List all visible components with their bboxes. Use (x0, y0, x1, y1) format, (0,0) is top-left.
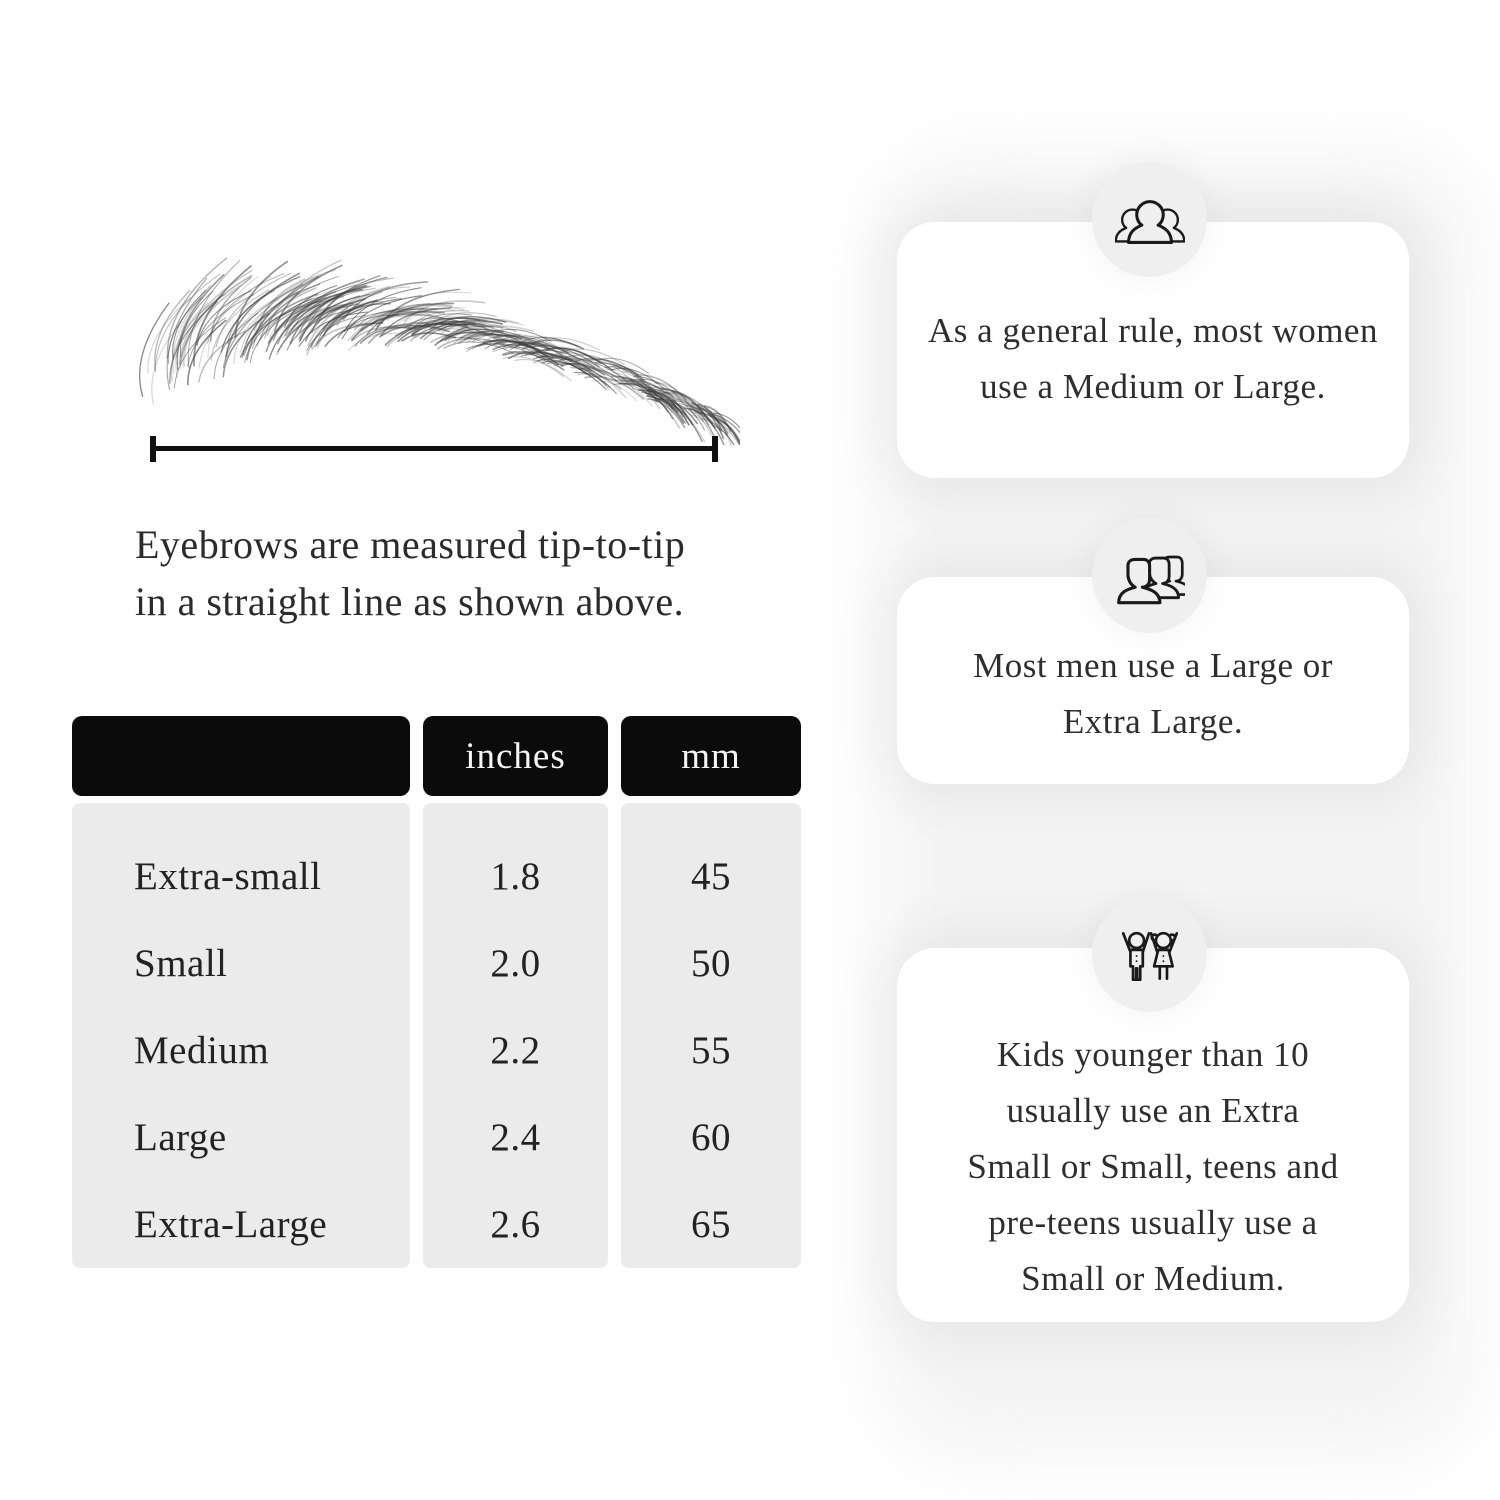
measurement-line (150, 436, 718, 462)
table-cell-mm: 55 (691, 1029, 731, 1072)
table-cell-mm: 50 (691, 942, 731, 985)
size-table-header-mm: mm (621, 716, 801, 796)
table-cell-inches: 2.4 (490, 1116, 541, 1159)
card-text-line: pre-teens usually use a (988, 1203, 1318, 1242)
table-row-label: Medium (134, 1029, 270, 1072)
kids-icon (1115, 923, 1185, 987)
card-text-line: usually use an Extra (1006, 1091, 1300, 1130)
measurement-caption (135, 516, 685, 630)
table-cell-inches: 2.6 (490, 1203, 541, 1246)
table-cell-inches: 1.8 (490, 855, 541, 898)
size-table-inches-column (423, 803, 608, 1268)
table-row-label: Large (134, 1116, 227, 1159)
measurement-bar (152, 446, 716, 451)
men-icon-circle (1092, 518, 1207, 633)
kids-icon-circle (1092, 897, 1207, 1012)
card-text-line: Kids younger than 10 (996, 1035, 1310, 1074)
table-row-label: Small (134, 942, 228, 985)
size-table (72, 716, 801, 1268)
table-cell-mm: 65 (691, 1203, 731, 1246)
card-text-line: As a general rule, most women (928, 311, 1378, 350)
size-table-mm-column (621, 803, 801, 1268)
size-table-header-inches: inches (423, 716, 608, 796)
table-cell-mm: 45 (691, 855, 731, 898)
card-text-line: Small or Medium. (1021, 1259, 1285, 1298)
size-table-header-blank (72, 716, 410, 796)
card-text-line: Small or Small, teens and (967, 1147, 1339, 1186)
size-table-label-column (72, 803, 410, 1268)
caption-line-2: in a straight line as shown above. (135, 579, 685, 624)
card-text-line: use a Medium or Large. (980, 367, 1326, 406)
men-group-icon (1115, 545, 1185, 607)
table-row-label: Extra-Large (134, 1203, 328, 1246)
women-icon-circle (1092, 162, 1207, 277)
card-text-line: Extra Large. (1062, 701, 1244, 741)
caption-line-1: Eyebrows are measured tip-to-tip (135, 522, 686, 567)
table-cell-inches: 2.0 (490, 942, 541, 985)
card-text-line: Most men use a Large or (973, 645, 1333, 685)
women-group-icon (1115, 189, 1185, 251)
table-cell-inches: 2.2 (490, 1029, 541, 1072)
table-cell-mm: 60 (691, 1116, 731, 1159)
eyebrow-illustration (90, 235, 740, 445)
measurement-tick-right (712, 436, 718, 462)
table-row-label: Extra-small (134, 855, 322, 898)
